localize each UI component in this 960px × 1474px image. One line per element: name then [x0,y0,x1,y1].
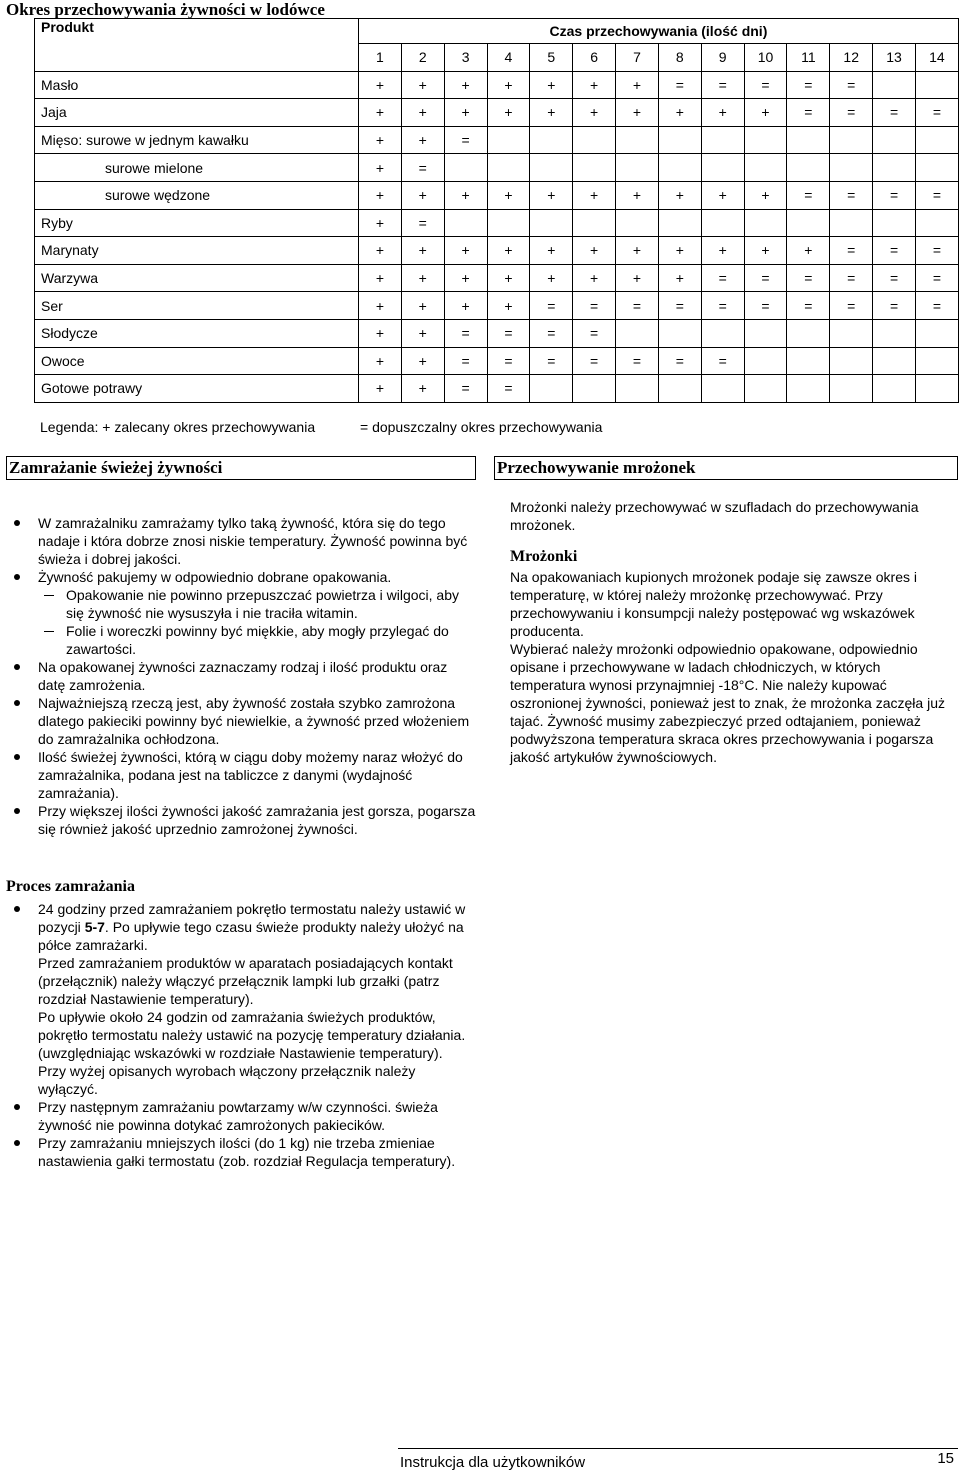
storage-cell: = [830,292,873,320]
storage-cell: + [744,99,787,127]
storage-cell [830,375,873,403]
storage-cell: + [701,237,744,265]
storage-cell [830,126,873,154]
storage-cell: = [701,264,744,292]
storage-cell: + [444,99,487,127]
storage-cell [744,375,787,403]
storage-cell: = [487,319,530,347]
storage-cell: + [359,154,402,182]
storage-cell: = [573,347,616,375]
storage-cell [701,154,744,182]
storage-cell: + [401,264,444,292]
dash-icon [44,595,54,596]
storage-cell: + [401,126,444,154]
freezing-process-section [6,878,476,1170]
product-name: Ryby [35,209,359,237]
storage-cell: + [359,209,402,237]
storage-cell: + [616,99,659,127]
storage-cell [915,154,958,182]
storage-cell: = [401,209,444,237]
storage-cell: = [616,347,659,375]
day-number: 9 [701,44,744,72]
storage-cell: + [401,319,444,347]
storage-cell: = [701,347,744,375]
day-number: 8 [658,44,701,72]
day-number: 1 [359,44,402,72]
table-row [35,375,959,403]
storage-cell: = [530,347,573,375]
legend-recommended: Legenda: + zalecany okres przechowywania [40,419,316,435]
table-row [35,319,959,347]
storage-cell [744,154,787,182]
storage-cell [530,154,573,182]
storage-cell [616,319,659,347]
product-name: Słodycze [35,319,359,347]
storage-cell: + [359,126,402,154]
product-name: Jaja [35,99,359,127]
storage-cell: + [444,181,487,209]
storage-cell: + [401,375,444,403]
storage-cell [487,209,530,237]
storage-cell [616,375,659,403]
storage-cell [530,126,573,154]
day-number: 5 [530,44,573,72]
storage-cell [658,319,701,347]
storage-cell [658,209,701,237]
storage-cell: + [616,264,659,292]
legend-acceptable: = dopuszczalny okres przechowywania [360,419,603,435]
storage-cell: = [830,181,873,209]
list-item: Przy następnym zamrażaniu powtarzamy w/w czynności. świeża żywność nie powinna dotykać zamrożonych pakiecików. [6,1098,476,1134]
storage-cell: = [873,292,916,320]
storage-cell: = [873,237,916,265]
table-header-row [35,19,959,44]
frozen-storage-heading: Przechowywanie mrożonek [494,456,958,480]
storage-cell [830,154,873,182]
storage-cell: + [401,181,444,209]
day-number: 13 [873,44,916,72]
column-header-days: Czas przechowywania (ilość dni) [359,19,959,44]
table-row [35,292,959,320]
storage-cell: + [359,99,402,127]
list-item: Żywność pakujemy w odpowiednio dobrane opakowania. Opakowanie nie powinno przepuszczać powietrza i wilgoci, aby się żywność nie wysuszyła i nie traciła witamin. Folie i woreczki powinny być miękkie, aby mogły przylegać do zawartości. [6,568,476,658]
storage-cell [573,375,616,403]
day-number: 7 [616,44,659,72]
list-item: Przy zamrażaniu mniejszych ilości (do 1 kg) nie trzeba zmieniae nastawienia gałki termostatu (zob. rozdział Regulacja temperatury). [6,1134,476,1170]
product-name: Mięso: surowe w jednym kawałku [35,126,359,154]
freezing-process-heading: Proces zamrażania [6,878,135,895]
day-number: 14 [915,44,958,72]
table-row [35,154,959,182]
storage-cell: + [444,292,487,320]
storage-cell: = [787,71,830,99]
storage-cell [744,209,787,237]
storage-cell: + [359,181,402,209]
storage-cell: = [701,292,744,320]
footer-divider [398,1448,958,1449]
storage-cell [744,319,787,347]
bullet-icon [14,808,20,814]
storage-cell: + [401,237,444,265]
storage-cell: + [487,264,530,292]
bullet-icon [14,664,20,670]
day-number: 4 [487,44,530,72]
storage-cell: = [658,71,701,99]
storage-cell: + [573,237,616,265]
table-row [35,209,959,237]
day-number: 11 [787,44,830,72]
storage-cell: = [787,181,830,209]
table-row [35,264,959,292]
freezing-process-list [6,900,476,1170]
storage-cell [915,71,958,99]
storage-cell: = [616,292,659,320]
list-item: Przy większej ilości żywności jakość zamrażania jest gorsza, pogarsza się również jakość uprzednio zamrożonej żywności. [6,802,476,838]
bullet-icon [14,520,20,526]
storage-cell: + [444,237,487,265]
storage-cell: + [401,99,444,127]
storage-cell: + [359,71,402,99]
page-number: 15 [937,1450,954,1467]
storage-cell: = [744,71,787,99]
storage-cell: + [658,264,701,292]
storage-cell [830,209,873,237]
storage-cell: + [744,181,787,209]
storage-cell: + [658,99,701,127]
storage-cell [530,209,573,237]
storage-cell [444,154,487,182]
storage-cell: + [658,181,701,209]
storage-cell [873,347,916,375]
storage-cell: = [444,319,487,347]
list-item: W zamrażalniku zamrażamy tylko taką żywność, która się do tego nadaje i która dobrze znosi niskie temperatury. Żywność powinna być świeża i dobrej jakości. [6,514,476,568]
storage-cell: = [487,347,530,375]
bullet-icon [14,1104,20,1110]
product-name: Ser [35,292,359,320]
storage-cell: + [530,71,573,99]
list-item: Najważniejszą rzeczą jest, aby żywność została szybko zamrożona dlatego pakieciki powinny być niewielkie, a żywność przed włożeniem do zamrażalnika ochłodzona. [6,694,476,748]
storage-cell: + [359,264,402,292]
storage-cell: + [616,181,659,209]
thermostat-position: 5-7 [84,919,105,935]
bullet-icon [14,700,20,706]
footer-label: Instrukcja dla użytkowników [400,1454,586,1471]
storage-table [34,18,959,403]
storage-cell: + [487,237,530,265]
freezing-section [6,456,476,838]
bullet-icon [14,1140,20,1146]
storage-cell: + [573,264,616,292]
day-number: 12 [830,44,873,72]
frozen-foods-paragraph-2: Wybierać należy mrożonki odpowiednio opakowane, odpowiednio opisane i przechowywane w ladach chłodniczych, w których temperatura wynosi przynajmniej -18°C. Nie należy kupować oszronionej żywności, ponieważ jest to znak, że mrożonka zaczęła już tajać. Żywność musimy zabezpieczyć przed odtajaniem, ponieważ podwyższona temperatura skraca okres przechowywania i pogarsza jakość artykułów żywnościowych. [510,641,945,765]
storage-cell: + [530,264,573,292]
storage-cell: = [830,99,873,127]
storage-cell: + [359,375,402,403]
freezing-list [6,514,476,838]
packaging-sublist [38,586,476,658]
storage-cell: = [530,319,573,347]
table-row [35,126,959,154]
bullet-icon [14,754,20,760]
storage-cell: = [744,264,787,292]
storage-cell: + [487,181,530,209]
storage-cell: + [530,99,573,127]
storage-cell: + [658,237,701,265]
product-name: Gotowe potrawy [35,375,359,403]
storage-cell [701,375,744,403]
frozen-foods-subheading: Mrożonki [510,548,578,565]
table-title: Okres przechowywania żywności w lodówce [6,0,325,19]
day-number: 3 [444,44,487,72]
storage-cell: = [444,347,487,375]
storage-cell [658,375,701,403]
frozen-storage-intro: Mrożonki należy przechowywać w szufladach do przechowywania mrożonek. [510,499,919,533]
table-row [35,71,959,99]
storage-cell: = [787,292,830,320]
storage-cell: = [830,71,873,99]
storage-cell [873,126,916,154]
storage-cell: = [573,292,616,320]
storage-cell: = [915,99,958,127]
storage-cell [487,154,530,182]
storage-cell [701,209,744,237]
bullet-icon [14,906,20,912]
storage-cell [658,154,701,182]
storage-cell: + [359,292,402,320]
storage-cell: + [530,237,573,265]
storage-cell: + [787,237,830,265]
table-row [35,237,959,265]
storage-cell: = [701,71,744,99]
storage-cell [530,375,573,403]
product-name: surowe wędzone [35,181,359,209]
storage-cell: + [359,319,402,347]
storage-cell [873,375,916,403]
column-header-product: Produkt [35,19,359,72]
storage-cell: + [573,71,616,99]
storage-cell: = [658,347,701,375]
storage-cell [787,154,830,182]
storage-cell [915,126,958,154]
storage-cell: + [487,292,530,320]
storage-cell: + [616,237,659,265]
day-number: 2 [401,44,444,72]
storage-cell [573,126,616,154]
storage-cell: + [359,347,402,375]
product-name: Masło [35,71,359,99]
storage-cell [616,154,659,182]
storage-cell: + [744,237,787,265]
table-row [35,347,959,375]
product-name: Owoce [35,347,359,375]
storage-cell: + [401,71,444,99]
storage-cell: + [401,347,444,375]
sub-list-item: Opakowanie nie powinno przepuszczać powietrza i wilgoci, aby się żywność nie wysuszyła i nie traciła witamin. [6,586,476,622]
storage-cell: = [915,237,958,265]
list-item: Na opakowanej żywności zaznaczamy rodzaj i ilość produktu oraz datę zamrożenia. [6,658,476,694]
storage-cell: = [401,154,444,182]
storage-cell: = [444,375,487,403]
storage-cell [787,126,830,154]
storage-cell: + [530,181,573,209]
storage-cell: = [530,292,573,320]
storage-cell [915,319,958,347]
storage-cell [873,71,916,99]
table-row [35,99,959,127]
storage-cell: + [701,181,744,209]
storage-cell: + [487,71,530,99]
freezing-heading: Zamrażanie świeżej żywności [6,456,476,480]
storage-cell [744,126,787,154]
storage-cell: + [616,71,659,99]
storage-cell: = [787,99,830,127]
storage-cell [787,347,830,375]
list-item: Ilość świeżej żywności, którą w ciągu doby możemy naraz włożyć do zamrażalnika, podana jest na tabliczce z danymi (wydajność zamrażania). [6,748,476,802]
product-name: surowe mielone [35,154,359,182]
storage-cell: = [744,292,787,320]
storage-cell: = [873,264,916,292]
storage-cell [873,319,916,347]
storage-cell [915,375,958,403]
storage-cell: = [573,319,616,347]
storage-cell [873,154,916,182]
storage-cell: = [830,237,873,265]
day-number: 6 [573,44,616,72]
storage-cell: = [873,99,916,127]
day-number: 10 [744,44,787,72]
storage-cell [616,126,659,154]
storage-cell: = [915,181,958,209]
storage-cell [787,319,830,347]
storage-cell [616,209,659,237]
storage-cell [830,347,873,375]
list-item: 24 godziny przed zamrażaniem pokrętło termostatu należy ustawić w pozycji 5-7. Po upływie tego czasu świeże produkty należy ułożyć na półce zamrażarki. Przed zamrażaniem produktów w aparatach posiadających kontakt (przełącznik) należy włączyć przełącznik lampki lub grzałki (patrz rozdział Nastawienie temperatury). Po upływie około 24 godzin od zamrażania świeżych produktów, pokrętło termostatu należy ustawić na pozycję temperatury działania. (uwzględniając wskazówki w rozdziałe Nastawienie temperatury). Przy wyżej opisanych wyrobach włączony przełącznik należy wyłączyć. [6,900,476,1098]
frozen-foods-paragraph-1: Na opakowaniach kupionych mrożonek podaje się zawsze okres i temperaturę, w której należy mrożonkę przechowywać. Przy przechowywaniu i konsumpcji należy postępować wg wskazówek producenta. [510,569,917,639]
frozen-storage-section [494,456,958,766]
storage-cell: + [359,237,402,265]
storage-cell [573,209,616,237]
storage-cell [701,319,744,347]
storage-cell [830,319,873,347]
storage-cell: = [487,375,530,403]
dash-icon [44,631,54,632]
product-name: Warzywa [35,264,359,292]
storage-cell: + [573,181,616,209]
storage-cell [658,126,701,154]
storage-cell: = [915,292,958,320]
storage-cell: + [444,264,487,292]
storage-cell [787,375,830,403]
storage-cell [744,347,787,375]
storage-cell: = [444,126,487,154]
storage-cell: + [701,99,744,127]
storage-cell: + [487,99,530,127]
storage-cell: = [915,264,958,292]
page-footer [400,1450,958,1471]
storage-cell [787,209,830,237]
storage-cell [487,126,530,154]
storage-cell: = [830,264,873,292]
product-name: Marynaty [35,237,359,265]
storage-cell: + [401,292,444,320]
storage-cell [915,347,958,375]
sub-list-item: Folie i woreczki powinny być miękkie, aby mogły przylegać do zawartości. [6,622,476,658]
storage-cell: + [444,71,487,99]
storage-cell: = [873,181,916,209]
storage-cell: + [573,99,616,127]
storage-cell [444,209,487,237]
bullet-icon [14,574,20,580]
storage-cell [573,154,616,182]
table-row [35,181,959,209]
storage-cell [701,126,744,154]
storage-cell [915,209,958,237]
storage-cell: = [787,264,830,292]
storage-cell [873,209,916,237]
storage-cell: = [658,292,701,320]
